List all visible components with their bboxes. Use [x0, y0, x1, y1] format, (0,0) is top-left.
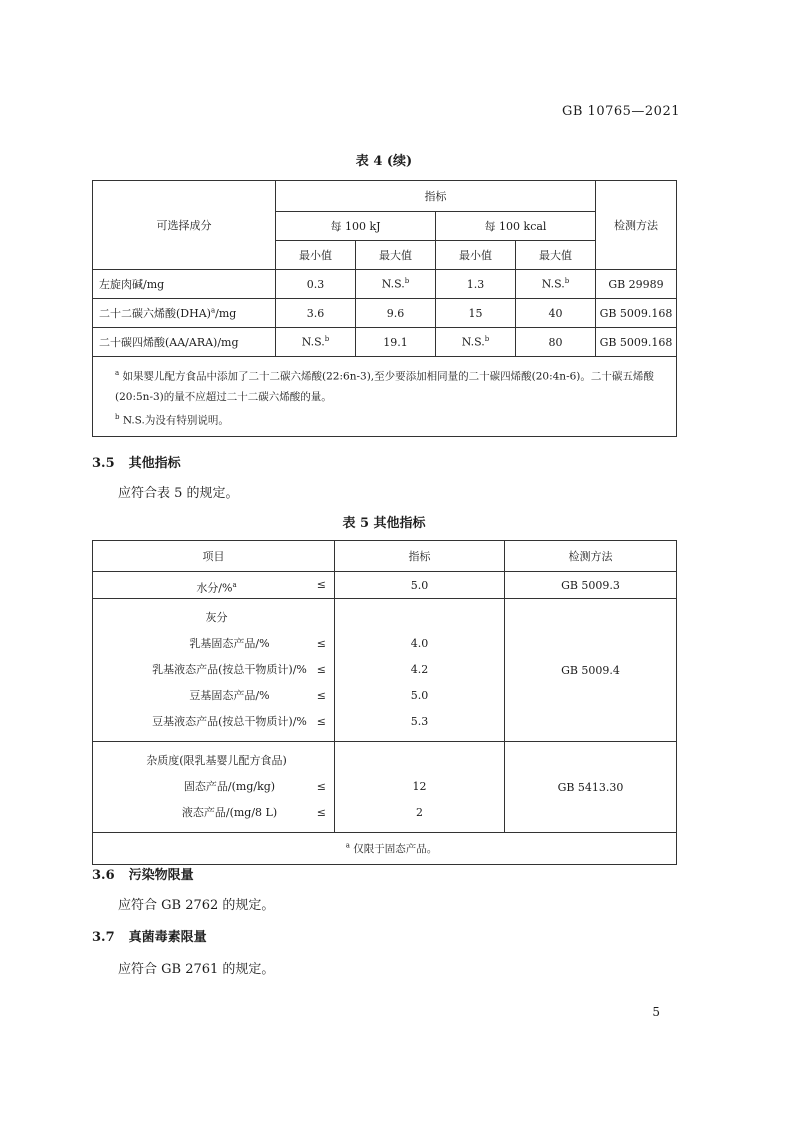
table-row: [93, 599, 677, 742]
section-3-5-heading: 3.5 其他指标: [92, 456, 181, 471]
col-indicator-header: 指标: [335, 541, 505, 572]
section-3-7-text: 应符合 GB 2761 的规定。: [118, 962, 275, 977]
col-per-kj-header: 每 100 kJ: [276, 212, 436, 241]
table-row: [93, 572, 677, 599]
ash-method: GB 5009.4: [505, 599, 677, 742]
value-cell: 9.6: [356, 299, 436, 328]
section-3-5-text: 应符合表 5 的规定。: [118, 486, 239, 501]
ingredient-name: 二十二碳六烯酸(DHA)$^a$/mg: [93, 299, 276, 328]
ingredient-name: 二十碳四烯酸(AA/ARA)/mg: [93, 328, 276, 357]
table-row: [93, 328, 677, 357]
impurity-values: 12 2: [335, 742, 505, 833]
value-cell: 80: [516, 328, 596, 357]
ingredient-name: 左旋肉碱/mg: [93, 270, 276, 299]
method-cell: GB 5009.168: [596, 299, 677, 328]
page-number: 5: [652, 1005, 660, 1019]
ash-values: 4.0 4.2 5.0 5.3: [335, 599, 505, 742]
table5-caption: 表 5 其他指标: [342, 516, 426, 531]
value-cell: N.S.$^b$: [516, 270, 596, 299]
value-cell: N.S.$^b$: [436, 328, 516, 357]
table5: [92, 540, 677, 865]
value-cell: N.S.$^b$: [276, 328, 356, 357]
standard-code: GB 10765—2021: [561, 104, 680, 119]
table5-footnote: $^a$ 仅限于固态产品。: [93, 833, 677, 865]
table-row: [93, 270, 677, 299]
col-indicator-header: 指标: [276, 181, 596, 212]
col-max-header: 最大值: [356, 241, 436, 270]
col-max-header: 最大值: [516, 241, 596, 270]
footnote-a: $^a$ 如果婴儿配方食品中添加了二十二碳六烯酸(22:6n-3),至少要添加相同量的二十碳四烯酸(20:4n-6)。二十碳五烯酸(20:5n-3)的量不应超过二十二碳六烯酸的量。: [115, 369, 654, 403]
col-min-header: 最小值: [276, 241, 356, 270]
col-method-header: 检测方法: [596, 181, 677, 270]
table4-caption: 表 4 (续): [355, 154, 413, 169]
table-row: [93, 742, 677, 833]
ash-labels: 灰分 乳基固态产品/% ≤ 乳基液态产品(按总干物质计)/% ≤ 豆基固态产品/% ≤ 豆基液态产品(按总干物质计)/% ≤: [93, 599, 335, 742]
impurity-labels: 杂质度(限乳基婴儿配方食品) 固态产品/(mg/kg) ≤ 液态产品/(mg/8 L) ≤: [93, 742, 335, 833]
section-3-6-heading: 3.6 污染物限量: [92, 868, 194, 883]
col-method-header: 检测方法: [505, 541, 677, 572]
footnote-b: $^b$ N.S.为没有特别说明。: [115, 412, 229, 426]
value-cell: 1.3: [436, 270, 516, 299]
value-cell: 3.6: [276, 299, 356, 328]
value-cell: 40: [516, 299, 596, 328]
table-row: [93, 299, 677, 328]
value-cell: 15: [436, 299, 516, 328]
col-min-header: 最小值: [436, 241, 516, 270]
col-item-header: 项目: [93, 541, 335, 572]
moisture-value: 5.0: [335, 572, 505, 599]
method-cell: GB 29989: [596, 270, 677, 299]
section-3-6-text: 应符合 GB 2762 的规定。: [118, 898, 275, 913]
section-3-7-heading: 3.7 真菌毒素限量: [92, 930, 207, 945]
method-cell: GB 5009.168: [596, 328, 677, 357]
col-per-kcal-header: 每 100 kcal: [436, 212, 596, 241]
moisture-method: GB 5009.3: [505, 572, 677, 599]
value-cell: 19.1: [356, 328, 436, 357]
table4: [92, 180, 677, 437]
value-cell: N.S.$^b$: [356, 270, 436, 299]
table4-footnotes: [93, 357, 677, 437]
impurity-method: GB 5413.30: [505, 742, 677, 833]
moisture-label: 水分/%$^a$ ≤: [93, 572, 335, 599]
col-ingredient-header: 可选择成分: [93, 181, 276, 270]
value-cell: 0.3: [276, 270, 356, 299]
